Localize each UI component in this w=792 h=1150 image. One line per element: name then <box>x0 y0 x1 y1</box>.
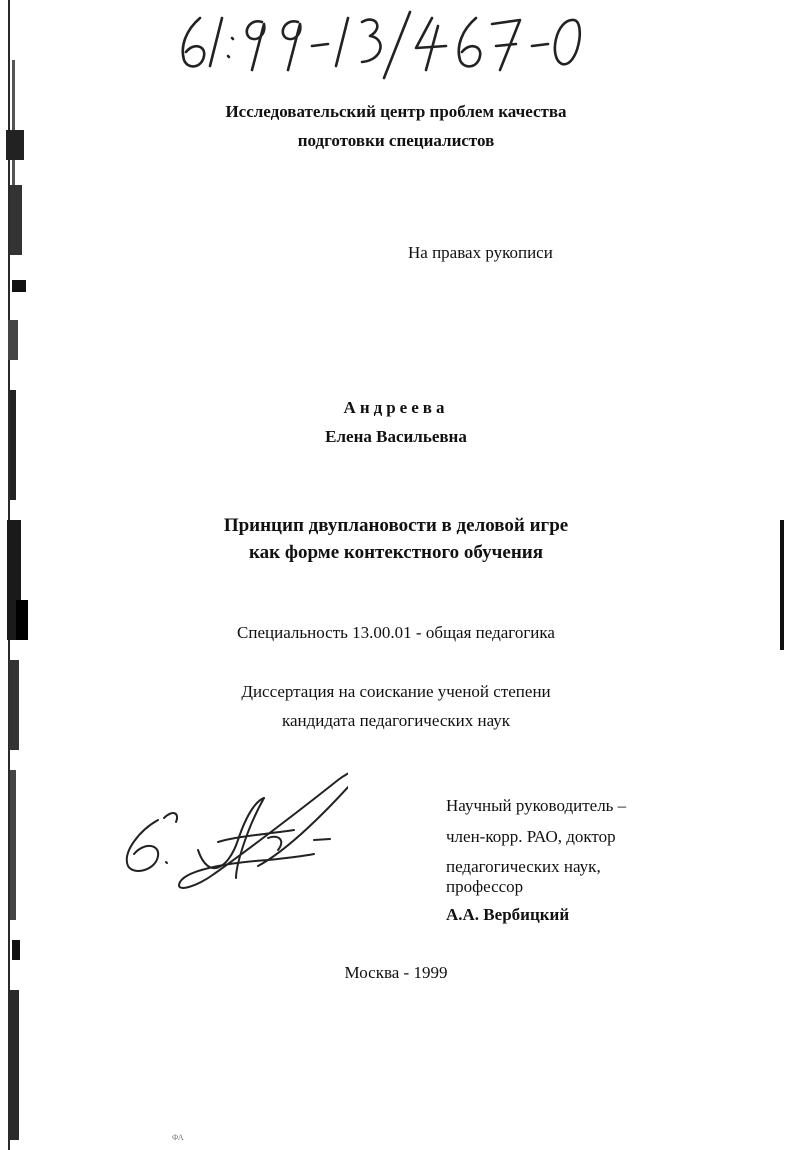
title-line-2: как форме контекстного обучения <box>248 542 543 563</box>
institution-line-2: подготовки специалистов <box>297 131 495 150</box>
advisor-line-1: Научный руководитель – <box>446 796 627 815</box>
advisor-line-2: член-корр. РАО, доктор <box>446 827 616 846</box>
advisor-line-4: профессор <box>446 877 524 896</box>
advisor-line-3: педагогических наук, <box>446 857 601 876</box>
handwritten-archive-code <box>170 8 590 80</box>
handwritten-signature <box>118 770 348 895</box>
title-line-1: Принцип двуплановости в деловой игре <box>223 515 569 536</box>
specialty: Специальность 13.00.01 - общая педагогика <box>237 623 555 642</box>
author-surname: Андреева <box>343 398 449 417</box>
dissertation-line-1: Диссертация на соискание ученой степени <box>241 682 551 701</box>
manuscript-note: На правах рукописи <box>408 243 553 262</box>
advisor-name: А.А. Вербицкий <box>446 905 570 924</box>
place-and-year: Москва - 1999 <box>344 963 448 982</box>
institution-line-1: Исследовательский центр проблем качества <box>225 102 567 121</box>
footer-scan-mark: ФА <box>172 1133 184 1142</box>
dissertation-line-2: кандидата педагогических наук <box>281 711 511 730</box>
author-given-names: Елена Васильевна <box>325 427 467 446</box>
